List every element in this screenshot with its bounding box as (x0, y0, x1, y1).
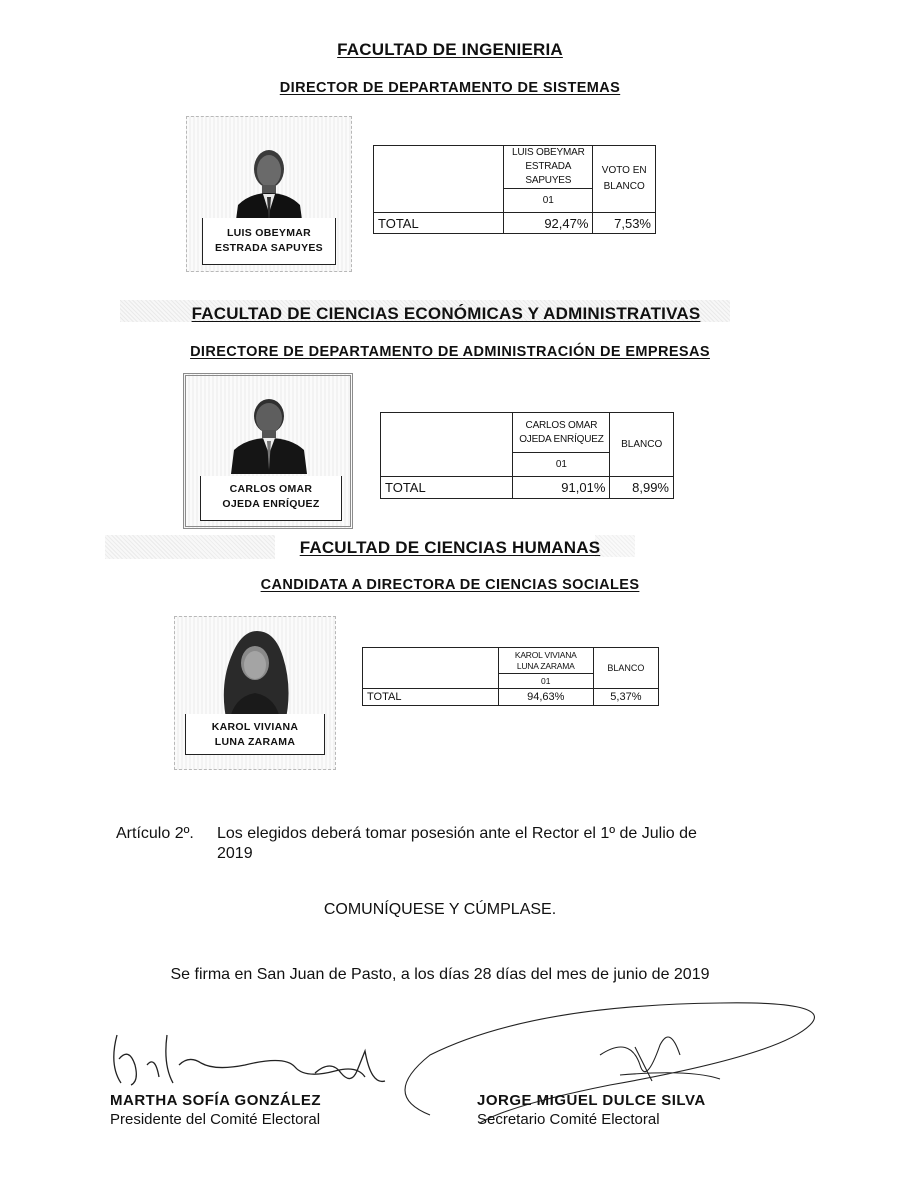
signing-statement: Se firma en San Juan de Pasto, a los días 28 días del mes de junio de 2019 (170, 966, 710, 983)
blank-vote-label-line1: VOTO EN (601, 165, 647, 176)
blank-vote-label: BLANCO (593, 648, 658, 689)
candidate-number: 01 (504, 189, 593, 213)
candidate-portrait (231, 390, 307, 474)
blank-percentage: 7,53% (593, 213, 656, 234)
candidate-name-line2: ESTRADA SAPUYES (215, 242, 323, 254)
position-heading: CANDIDATA A DIRECTORA DE CIENCIAS SOCIALES (260, 577, 640, 593)
faculty-heading: FACULTAD DE CIENCIAS HUMANAS (299, 538, 601, 557)
candidate-percentage: 94,63% (498, 689, 593, 706)
table-candidate-line2: ESTRADA SAPUYES (525, 161, 572, 186)
candidate-name-box (202, 218, 336, 265)
vote-results-table (373, 145, 656, 234)
table-candidate-line1: LUIS OBEYMAR (512, 147, 585, 158)
vote-results-table (362, 647, 659, 706)
candidate-portrait (217, 627, 293, 723)
blank-vote-label-line2: BLANCO (603, 181, 645, 192)
article-text (217, 824, 777, 864)
article-text-line2: 2019 (217, 845, 253, 862)
faculty-heading: FACULTAD DE CIENCIAS ECONÓMICAS Y ADMINISTRATIVAS (191, 304, 701, 323)
table-candidate-line1: KAROL VIVIANA (514, 649, 577, 660)
signatory-name: JORGE MIGUEL DULCE SILVA (477, 1092, 706, 1109)
total-label: TOTAL (374, 213, 504, 234)
candidate-name-line1: KAROL VIVIANA (211, 721, 299, 733)
blank-percentage: 5,37% (593, 689, 658, 706)
signature-block-secretary (477, 1092, 706, 1128)
candidate-number: 01 (513, 453, 610, 477)
candidate-name-line2: OJEDA ENRÍQUEZ (222, 498, 320, 510)
blank-percentage: 8,99% (610, 477, 674, 499)
candidate-name-line1: CARLOS OMAR (229, 483, 313, 495)
position-heading: DIRECTOR DE DEPARTAMENTO DE SISTEMAS (279, 80, 621, 96)
article-text-line1: Los elegidos deberá tomar posesión ante el Rector el 1º de Julio de (217, 825, 697, 842)
position-heading: DIRECTORE DE DEPARTAMENTO DE ADMINISTRACIÓN DE EMPRESAS (190, 344, 710, 360)
candidate-name-box (200, 476, 342, 521)
closing-statement: COMUNÍQUESE Y CÚMPLASE. (323, 901, 557, 918)
faculty-heading: FACULTAD DE INGENIERIA (337, 40, 563, 59)
signatory-role: Secretario Comité Electoral (477, 1111, 660, 1128)
total-label: TOTAL (363, 689, 499, 706)
table-candidate-line1: CARLOS OMAR (525, 419, 598, 431)
table-candidate-line2: LUNA ZARAMA (516, 660, 575, 671)
candidate-number: 01 (498, 674, 593, 689)
signatory-role: Presidente del Comité Electoral (110, 1111, 321, 1128)
signature-block-president (110, 1092, 321, 1128)
candidate-name-line2: LUNA ZARAMA (214, 736, 296, 748)
article-label: Artículo 2º. (116, 825, 194, 842)
total-label: TOTAL (381, 477, 513, 499)
candidate-name-line1: LUIS OBEYMAR (226, 227, 312, 239)
table-candidate-line2: OJEDA ENRÍQUEZ (519, 433, 604, 445)
candidate-percentage: 91,01% (513, 477, 610, 499)
candidate-percentage: 92,47% (504, 213, 593, 234)
signatory-name: MARTHA SOFÍA GONZÁLEZ (110, 1092, 322, 1109)
blank-vote-label: BLANCO (610, 413, 674, 477)
candidate-name-box (185, 714, 325, 755)
vote-results-table (380, 412, 674, 499)
